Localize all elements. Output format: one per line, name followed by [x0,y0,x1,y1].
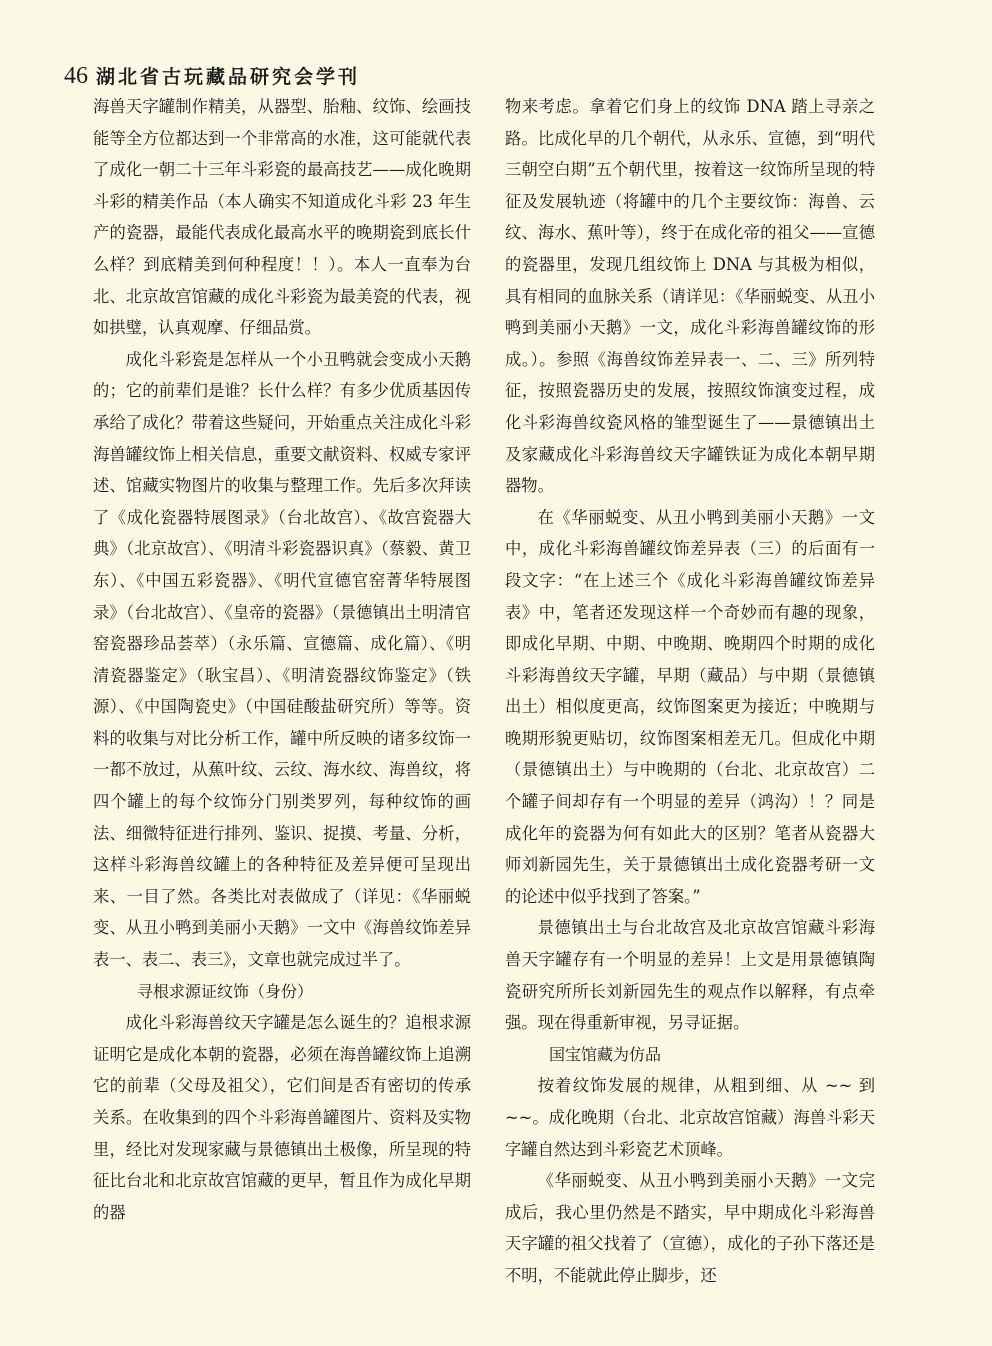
paragraph: 海兽天字罐制作精美，从器型、胎釉、纹饰、绘画技能等全方位都达到一个非常高的水准，这可能就代表了成化一朝二十三年斗彩瓷的最高技艺——成化晚期斗彩的精美作品（本人确实不知道成化斗彩 23 年生产的瓷器，最能代表成化最高水平的晚期瓷到底长什么样？到底精美到何种程度！！）。本人一直奉为台北、北京故宫馆藏的成化斗彩瓷为最美瓷的代表，视如拱璧，认真观摩、仔细品赏。 [93,97,471,338]
paragraph: 物来考虑。拿着它们身上的纹饰 DNA 踏上寻亲之路。比成化早的几个朝代，从永乐、宣德，到“明代三朝空白期”五个朝代里，按着这一纹饰所呈现的特征及发展轨迹（将罐中的几个主要纹饰：海兽、云纹、海水、蕉叶等），终于在成化帝的祖父——宣德的瓷器里，发现几组纹饰上 DNA 与其极为相似，具有相同的血脉关系（请详见：《华丽蜕变、从丑小鸭到美丽小天鹅》一文，成化斗彩海兽罐纹饰的形成。）。参照《海兽纹饰差异表一、二、三》所列特征，按照瓷器历史的发展，按照纹饰演变过程，成化斗彩海兽纹瓷风格的雏型诞生了——景德镇出土及家藏成化斗彩海兽纹天字罐铁证为成化本朝早期器物。 [505,97,875,496]
paragraph: 景德镇出土与台北故宫及北京故宫馆藏斗彩海兽天字罐存有一个明显的差异！上文是用景德镇陶瓷研究所所长刘新园先生的观点作以解释，有点牵强。现在得重新审视，另寻证据。 [505,918,875,1033]
paragraph: 成化斗彩瓷是怎样从一个小丑鸭就会变成小天鹅的；它的前辈们是谁？长什么样？有多少优质基因传承给了成化？带着这些疑问，开始重点关注成化斗彩海兽罐纹饰上相关信息，重要文献资料、权威专家评述、馆藏实物图片的收集与整理工作。先后多次拜读了《成化瓷器特展图录》（台北故宫）、《故宫瓷器大典》（北京故宫）、《明清斗彩瓷器识真》（蔡毅、黄卫东）、《中国五彩瓷器》、《明代宣德官窑菁华特展图录》（台北故宫）、《皇帝的瓷器》（景德镇出土明清官窑瓷器珍品荟萃）（永乐篇、宣德篇、成化篇）、《明清瓷器鉴定》（耿宝昌）、《明清瓷器纹饰鉴定》（铁源）、《中国陶瓷史》（中国硅酸盐研究所）等等。资料的收集与对比分析工作，罐中所反映的诸多纹饰一一都不放过，从蕉叶纹、云纹、海水纹、海兽纹，将四个罐上的每个纹饰分门别类罗列，每种纹饰的画法、细微特征进行排列、鉴识、捉摸、考量、分析，这样斗彩海兽纹罐上的各种特征及差异便可呈现出来、一目了然。各类比对表做成了（详见：《华丽蜕变、从丑小鸭到美丽小天鹅》一文中《海兽纹饰差异表一、表二、表三》，文章也就完成过半了。 [93,349,471,970]
page-number: 46 [64,63,88,89]
paragraph: 按着纹饰发展的规律，从粗到细、从 ~~ 到 ~~。成化晚期（台北、北京故宫馆藏）海兽斗彩天字罐自然达到斗彩瓷艺术顶峰。 [505,1076,875,1159]
paragraph: 成化斗彩海兽纹天字罐是怎么诞生的？追根求源证明它是成化本朝的瓷器，必须在海兽罐纹饰上追溯它的前辈（父母及祖父），它们间是否有密切的传承关系。在收集到的四个斗彩海兽罐图片、资料及实物里，经比对发现家藏与景德镇出土极像，所呈现的特征比台北和北京故宫馆藏的更早，暂且作为成化早期的器 [93,1013,471,1222]
section-heading: 寻根求源证纹饰（身份） [137,981,314,1001]
section-heading: 国宝馆藏为仿品 [549,1044,662,1064]
right-column [505,91,875,1292]
paragraph: 《华丽蜕变、从丑小鸭到美丽小天鹅》一文完成后，我心里仍然是不踏实，早中期成化斗彩海兽天字罐的祖父找着了（宣德），成化的子孙下落还是不明，不能就此停止脚步，还 [505,1171,875,1285]
left-column [93,91,471,1228]
journal-title: 湖北省古玩藏品研究会学刊 [96,66,361,88]
paragraph: 在《华丽蜕变、从丑小鸭到美丽小天鹅》一文中，成化斗彩海兽罐纹饰差异表（三）的后面有一段文字：“在上述三个《成化斗彩海兽罐纹饰差异表》中，笔者还发现这样一个奇妙而有趣的现象，即成化早期、中期、中晚期、晚期四个时期的成化斗彩海兽纹天字罐，早期（藏品）与中期（景德镇出土）相似度更高，纹饰图案更为接近；中晚期与晚期形貌更贴切，纹饰图案相差无几。但成化中期（景德镇出土）与中晚期的（台北、北京故宫）二个罐子间却存有一个明显的差异（鸿沟）！？同是成化年的瓷器为何有如此大的区别？笔者从瓷器大师刘新园先生，关于景德镇出土成化瓷器考研一文的论述中似乎找到了答案。” [505,507,875,906]
page-header [64,62,360,90]
